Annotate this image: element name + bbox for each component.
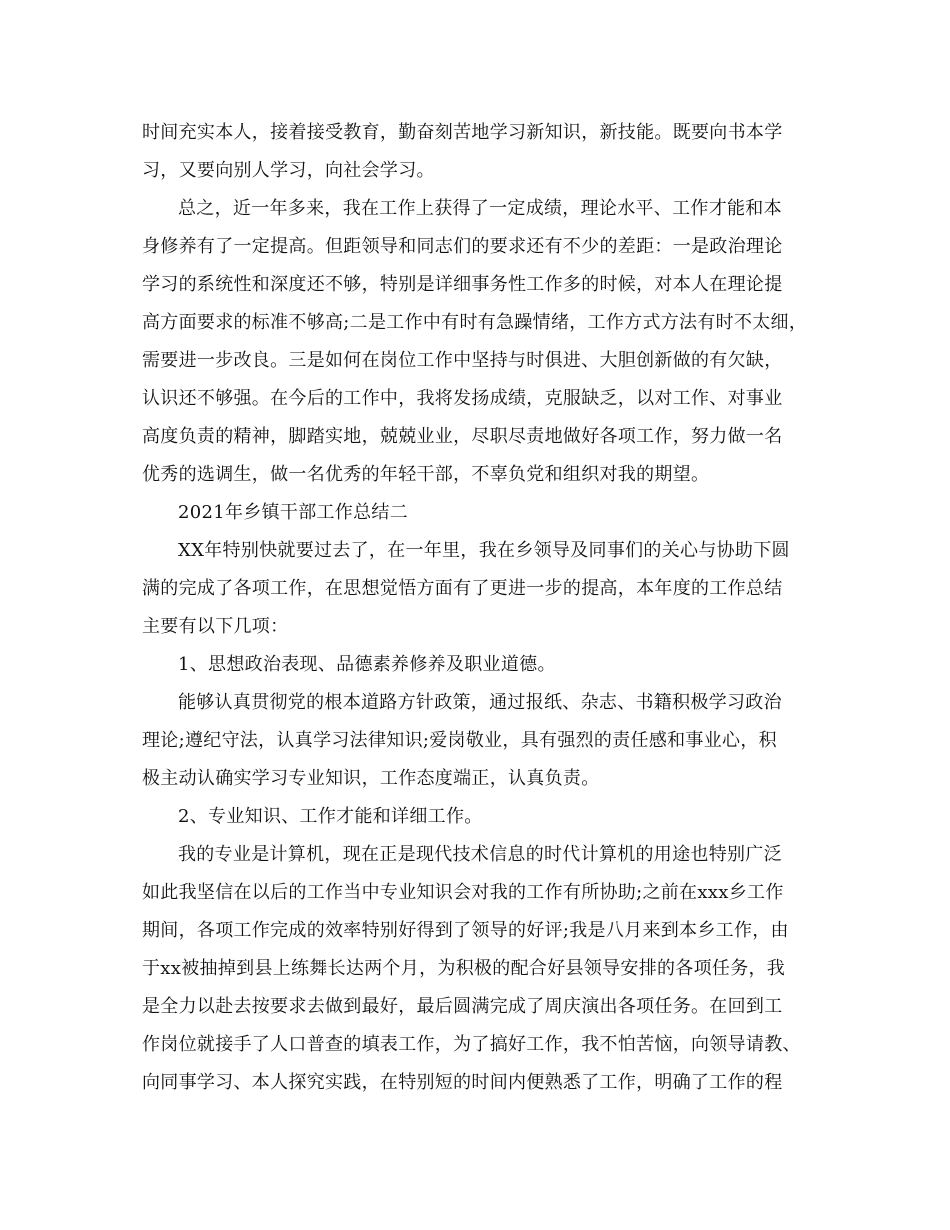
text-line: 于xx被抽掉到县上练舞长达两个月，为积极的配合好县领导安排的各项任务，我: [142, 958, 786, 979]
text-line: 主要有以下几项：: [142, 616, 289, 637]
text-line: 满的完成了各项工作，在思想觉悟方面有了更进一步的提高，本年度的工作总结: [142, 578, 783, 599]
text-line: 理论;遵纪守法，认真学习法律知识;爱岗敬业，具有强烈的责任感和事业心，积: [142, 730, 777, 751]
text-line: 高度负责的精神，脚踏实地，兢兢业业，尽职尽责地做好各项工作，努力做一名: [142, 426, 783, 447]
text-line: 时间充实本人，接着接受教育，勤奋刻苦地学习新知识，新技能。既要向书本学: [142, 122, 783, 143]
text-line: 作岗位就接手了人口普查的填表工作，为了搞好工作，我不怕苦恼，向领导请教、: [142, 1034, 801, 1055]
document-body: [142, 114, 814, 1102]
paragraph-first-line: XX年特别快就要过去了，在一年里，我在乡领导及同事们的关心与协助下圆: [178, 540, 790, 561]
text-line: 向同事学习、本人探究实践，在特别短的时间内便熟悉了工作，明确了工作的程: [142, 1072, 783, 1093]
text-line: 身修养有了一定提高。但距领导和同志们的要求还有不少的差距：一是政治理论: [142, 236, 783, 257]
text-line: 是全力以赴去按要求去做到最好，最后圆满完成了周庆演出各项任务。在回到工: [142, 996, 783, 1017]
text-line: 优秀的选调生，做一名优秀的年轻干部，不辜负党和组织对我的期望。: [142, 464, 710, 485]
text-line: 需要进一步改良。三是如何在岗位工作中坚持与时俱进、大胆创新做的有欠缺，: [142, 350, 783, 371]
text-line: 认识还不够强。在今后的工作中，我将发扬成绩，克服缺乏，以对工作、对事业: [142, 388, 783, 409]
text-line: 高方面要求的标准不够高;二是工作中有时有急躁情绪，工作方式方法有时不太细，: [142, 312, 808, 333]
paragraph-first-line: 2、专业知识、工作才能和详细工作。: [178, 806, 483, 827]
paragraph-first-line: 总之，近一年多来，我在工作上获得了一定成绩，理论水平、工作才能和本: [178, 198, 782, 219]
text-line: 极主动认确实学习专业知识，工作态度端正，认真负责。: [142, 768, 600, 789]
paragraph-first-line: 1、思想政治表现、品德素养修养及职业道德。: [178, 654, 556, 675]
paragraph-first-line: 2021年乡镇干部工作总结二: [178, 502, 409, 523]
text-line: 期间，各项工作完成的效率特别好得到了领导的好评;我是八月来到本乡工作，由: [142, 920, 789, 941]
text-line: 习，又要向别人学习，向社会学习。: [142, 160, 435, 181]
text-line: 如此我坚信在以后的工作当中专业知识会对我的工作有所协助;之前在xxx乡工作: [142, 882, 784, 903]
text-line: 学习的系统性和深度还不够，特别是详细事务性工作多的时候，对本人在理论提: [142, 274, 783, 295]
paragraph-first-line: 我的专业是计算机，现在正是现代技术信息的时代计算机的用途也特别广泛: [178, 844, 782, 865]
paragraph-first-line: 能够认真贯彻党的根本道路方针政策，通过报纸、杂志、书籍积极学习政治: [178, 692, 782, 713]
